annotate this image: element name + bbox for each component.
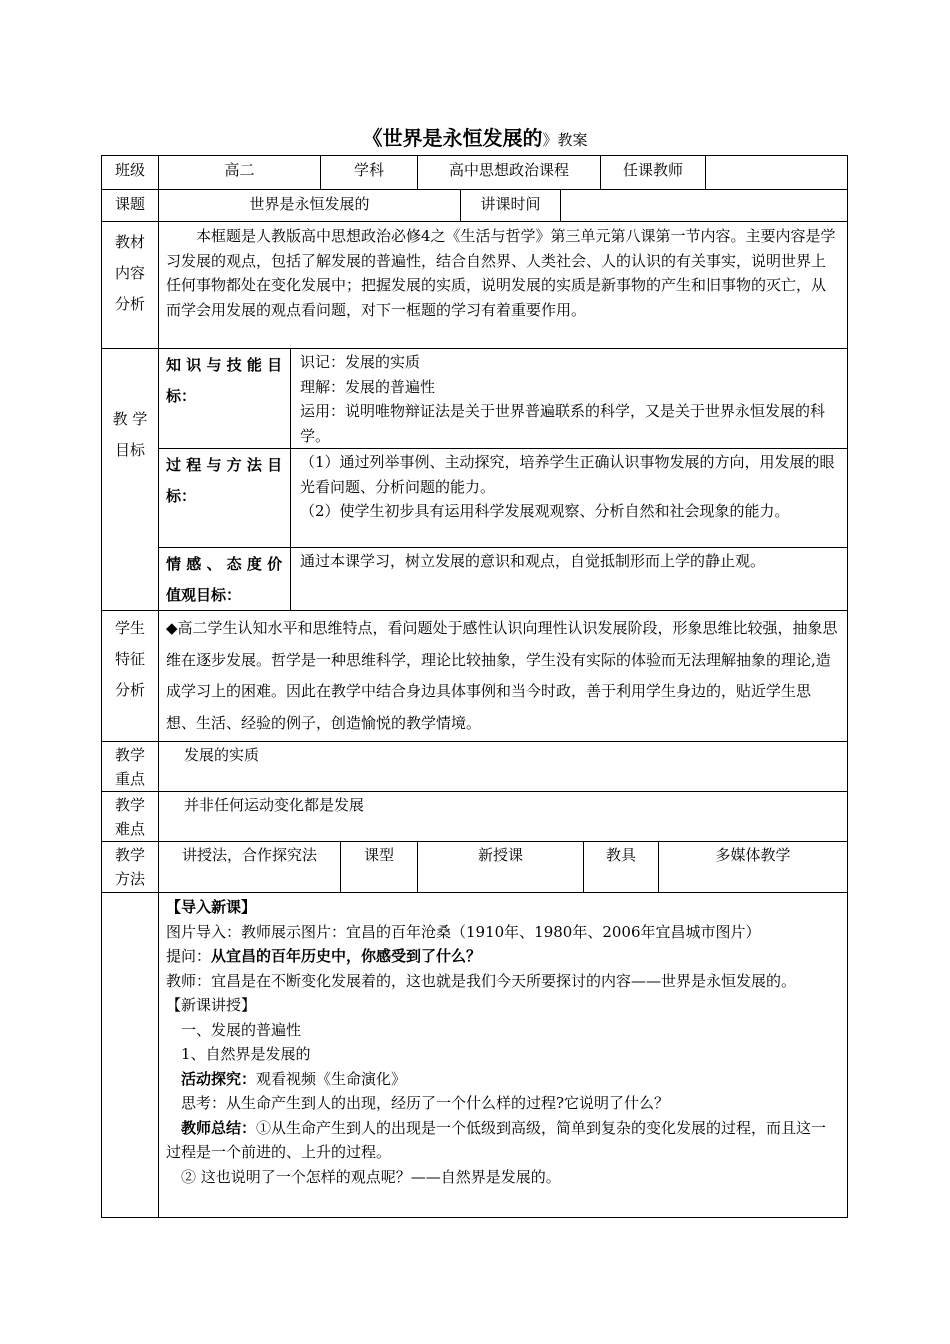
rule	[101, 155, 848, 156]
method-label	[102, 843, 158, 891]
tools-label: 教具	[605, 846, 636, 864]
activity-line	[166, 1067, 840, 1092]
summary-line	[166, 1116, 840, 1165]
teacher-label: 任课教师	[622, 161, 683, 179]
difficulty-text: 并非任何运动变化都是发展	[184, 796, 365, 814]
students-label-line: 分析	[114, 681, 145, 699]
key-point-label-line: 重点	[114, 770, 145, 788]
think-line: 思考：从生命产生到人的出现，经历了一个什么样的过程?它说明了什么？	[181, 1094, 670, 1112]
rule	[101, 1217, 848, 1218]
rule	[101, 892, 848, 893]
title-close: 》	[542, 131, 558, 149]
analysis-label-line: 分析	[114, 295, 145, 313]
grade-label: 班级	[114, 161, 145, 179]
difficulty-label-line: 难点	[114, 820, 145, 838]
students-label-line: 特征	[114, 650, 145, 668]
activity-text: 观看视频《生命演化》	[256, 1069, 407, 1088]
time-label: 讲课时间	[480, 195, 541, 213]
new-lesson-heading: 【新课讲授】	[166, 996, 257, 1014]
summary-label: 教师总结：	[181, 1118, 257, 1137]
method-label-line: 教学	[114, 846, 145, 864]
emotion-goal-label-line: 情 感 、 态 度 价	[166, 555, 283, 573]
process-goal-content	[300, 450, 842, 524]
method-value: 讲授法，合作探究法	[181, 846, 317, 864]
knowledge-goal-content	[300, 350, 842, 448]
emotion-goal-label	[166, 549, 288, 611]
intro-line: 图片导入：教师展示图片：宜昌的百年沧桑（1910年、1980年、2006年宜昌城市图片）	[166, 922, 761, 941]
difficulty-label-line: 教学	[114, 796, 145, 814]
rule	[101, 221, 848, 222]
rule	[158, 155, 159, 1218]
teacher-line: 教师：宜昌是在不断变化发展着的，这也就是我们今天所要探讨的内容——世界是永恒发展的。	[166, 971, 797, 990]
rule	[101, 348, 848, 349]
process-goal-line: （2）使学生初步具有运用科学发展观观察、分析自然和社会现象的能力。	[300, 502, 790, 520]
students-text: ◆高二学生认知水平和思维特点，看问题处于感性认识向理性认识发展阶段，形象思维比较强，抽象思维在逐步发展。哲学是一种思维科学，理论比较抽象，学生没有实际的体验而无法理解抽象的理论,造成学习上的困难。因此在教学中结合身边具体事例和当今时政，善于利用学生身边的，贴近学生思想、生活、经验的例子，创造愉悦的教学情境。	[166, 619, 838, 732]
process-goal-label	[166, 450, 288, 512]
knowledge-goal-label-line: 标：	[166, 387, 197, 405]
knowledge-goal-line: 理解：发展的普遍性	[300, 377, 436, 396]
analysis-label	[102, 227, 158, 320]
knowledge-goal-label	[166, 350, 288, 412]
rule	[705, 155, 706, 189]
topic-label: 课题	[114, 195, 145, 213]
rule	[101, 741, 848, 742]
rule	[158, 547, 848, 548]
subject-value: 高中思想政治课程	[448, 161, 569, 179]
summary-text: ①从生命产生到人的出现是一个低级到高级，简单到复杂的变化发展的过程，而且这一过程是一个前进的、上升的过程。	[166, 1118, 827, 1161]
difficulty-label	[102, 793, 158, 841]
knowledge-goal-label-line: 知 识 与 技 能 目	[166, 356, 283, 374]
grade-value: 高二	[224, 161, 255, 179]
topic-value: 世界是永恒发展的	[249, 195, 370, 213]
question-label: 提问：	[166, 947, 212, 965]
knowledge-goal-line: 运用：说明唯物辩证法是关于世界普遍联系的科学，又是关于世界永恒发展的科学。	[300, 402, 826, 445]
key-point-text: 发展的实质	[184, 746, 260, 764]
knowledge-goal-line: 识记：发展的实质	[300, 353, 421, 371]
question-line	[166, 944, 840, 969]
subject-label: 学科	[353, 161, 384, 179]
question-text: 从宜昌的百年历史中，你感受到了什么？	[211, 947, 482, 965]
key-point-label	[102, 743, 158, 791]
section-heading: 一、发展的普遍性	[181, 1020, 302, 1039]
goals-label-line: 教 学	[112, 410, 148, 428]
goals-label-line: 目标	[114, 441, 145, 459]
tools-value: 多媒体教学	[715, 846, 791, 864]
goals-label	[102, 404, 158, 466]
intro-heading: 【导入新课】	[166, 898, 257, 916]
teaching-process	[166, 895, 840, 1189]
summary-line-2: ② 这也说明了一个怎样的观点呢？——自然界是发展的。	[181, 1167, 561, 1186]
page-title	[0, 124, 950, 154]
lesson-type-value: 新授课	[477, 846, 523, 864]
analysis-label-line: 教材	[114, 233, 145, 251]
rule	[101, 841, 848, 842]
process-goal-line: （1）通过列举事例、主动探究，培养学生正确认识事物发展的方向，用发展的眼光看问题、分析问题的能力。	[300, 453, 835, 496]
analysis-text: 本框题是人教版高中思想政治必修4之《生活与哲学》第三单元第八课第一节内容。主要内容是学习发展的观点，包括了解发展的普遍性，结合自然界、人类社会、人的认识的有关事实，说明世界上任何事物都处在变化发展中；把握发展的实质，说明发展的实质是新事物的产生和旧事物的灭亡，从而学会用发展的观点看问题，对下一框题的学习有着重要作用。	[166, 227, 836, 319]
method-label-line: 方法	[114, 870, 145, 888]
process-goal-label-line: 标：	[166, 487, 197, 505]
rule	[158, 448, 848, 449]
activity-label: 活动探究：	[181, 1069, 257, 1088]
rule	[560, 189, 561, 221]
rule	[101, 791, 848, 792]
analysis-label-line: 内容	[114, 264, 145, 282]
key-point-label-line: 教学	[114, 746, 145, 764]
lesson-type-label: 课型	[363, 846, 394, 864]
process-goal-label-line: 过 程 与 方 法 目	[166, 456, 283, 474]
emotion-goal-label-line: 值观目标：	[166, 586, 242, 604]
students-label	[102, 613, 158, 706]
rule	[290, 348, 291, 610]
title-main: 《世界是永恒发展的	[362, 126, 543, 150]
rule	[101, 189, 848, 190]
students-label-line: 学生	[114, 619, 145, 637]
rule	[847, 155, 848, 1218]
title-suffix: 教案	[557, 131, 588, 149]
point-heading: 1、自然界是发展的	[181, 1045, 311, 1063]
emotion-goal-text: 通过本课学习，树立发展的意识和观点，自觉抵制形而上学的静止观。	[300, 552, 766, 570]
